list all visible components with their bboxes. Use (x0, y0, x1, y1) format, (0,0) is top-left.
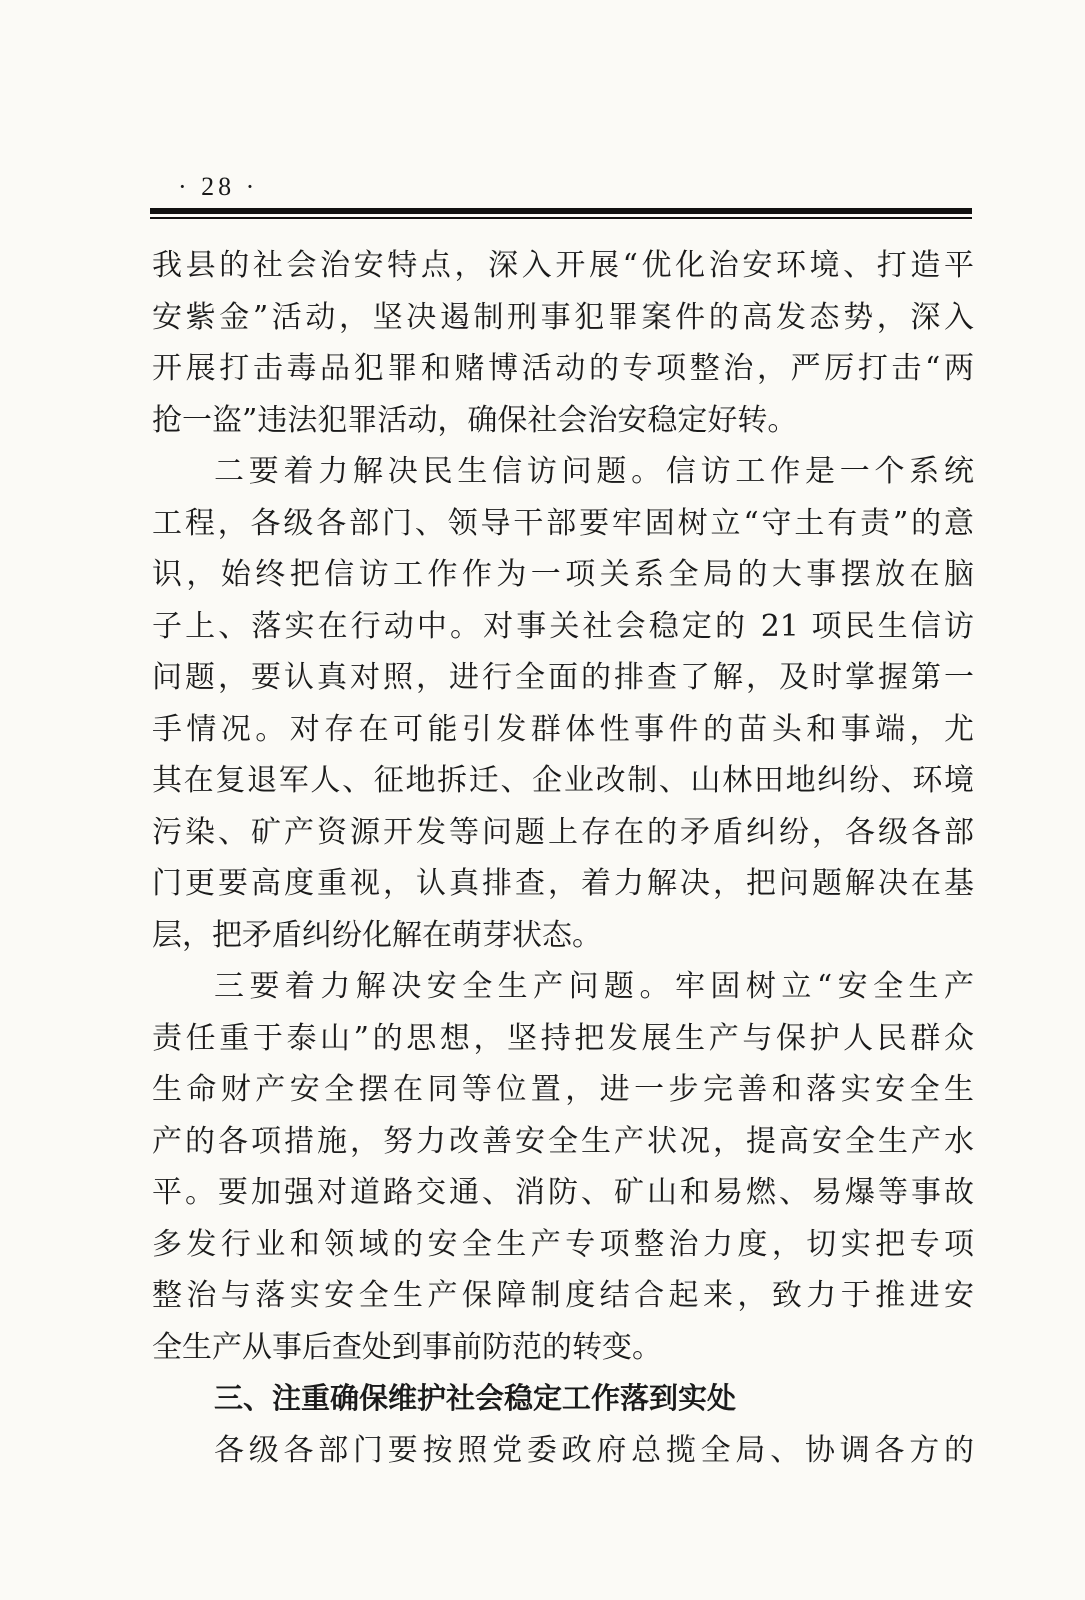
text-line: 门更要高度重视，认真排查，着力解决，把问题解决在基 (152, 866, 974, 901)
text-line: 污染、矿产资源开发等问题上存在的矛盾纠纷，各级各部 (152, 814, 974, 850)
text-line: 开展打击毒品犯罪和赌博活动的专项整治，严厉打击“两 (152, 351, 974, 386)
text-line: 二要着力解决民生信访问题。信访工作是一个系统 (214, 454, 974, 489)
text-line: 工程，各级各部门、领导干部要牢固树立“守土有责”的意 (152, 505, 974, 541)
text-line: 我县的社会治安特点，深入开展“优化治安环境、打造平 (152, 248, 974, 283)
text-line: 识，始终把信访工作作为一项关系全局的大事摆放在脑 (152, 557, 974, 592)
text-line: 问题，要认真对照，进行全面的排查了解，及时掌握第一 (152, 660, 974, 695)
body-text (152, 240, 974, 1476)
text-line: 抢一盗”违法犯罪活动，确保社会治安稳定好转。 (152, 402, 798, 438)
text-line: 责任重于泰山”的思想，坚持把发展生产与保护人民群众 (152, 1020, 974, 1056)
page-number: · 28 · (178, 172, 259, 201)
text-line: 整治与落实安全生产保障制度结合起来，致力于推进安 (152, 1278, 974, 1313)
text-line: 产的各项措施，努力改善安全生产状况，提高安全生产水 (152, 1123, 974, 1159)
text-line: 生命财产安全摆在同等位置，进一步完善和落实安全生 (152, 1072, 974, 1107)
text-line: 手情况。对存在可能引发群体性事件的苗头和事端，尤 (152, 711, 974, 747)
text-line: 全生产从事后查处到事前防范的转变。 (152, 1329, 662, 1365)
text-line: 平。要加强对道路交通、消防、矿山和易燃、易爆等事故 (152, 1175, 974, 1210)
text-line: 子上、落实在行动中。对事关社会稳定的 21 项民生信访 (152, 608, 974, 644)
text-line: 层，把矛盾纠纷化解在萌芽状态。 (152, 917, 602, 953)
text-line: 安紫金”活动，坚决遏制刑事犯罪案件的高发态势，深入 (152, 299, 974, 335)
text-line: 其在复退军人、征地拆迁、企业改制、山林田地纠纷、环境 (152, 763, 974, 798)
header-rule-thin (150, 217, 972, 219)
text-line: 三要着力解决安全生产问题。牢固树立“安全生产 (214, 969, 974, 1004)
text-line: 多发行业和领域的安全生产专项整治力度，切实把专项 (152, 1226, 974, 1262)
text-line: 各级各部门要按照党委政府总揽全局、协调各方的 (214, 1432, 974, 1468)
section-heading: 三、注重确保维护社会稳定工作落到实处 (214, 1381, 737, 1415)
header-rule-thick (150, 208, 972, 214)
